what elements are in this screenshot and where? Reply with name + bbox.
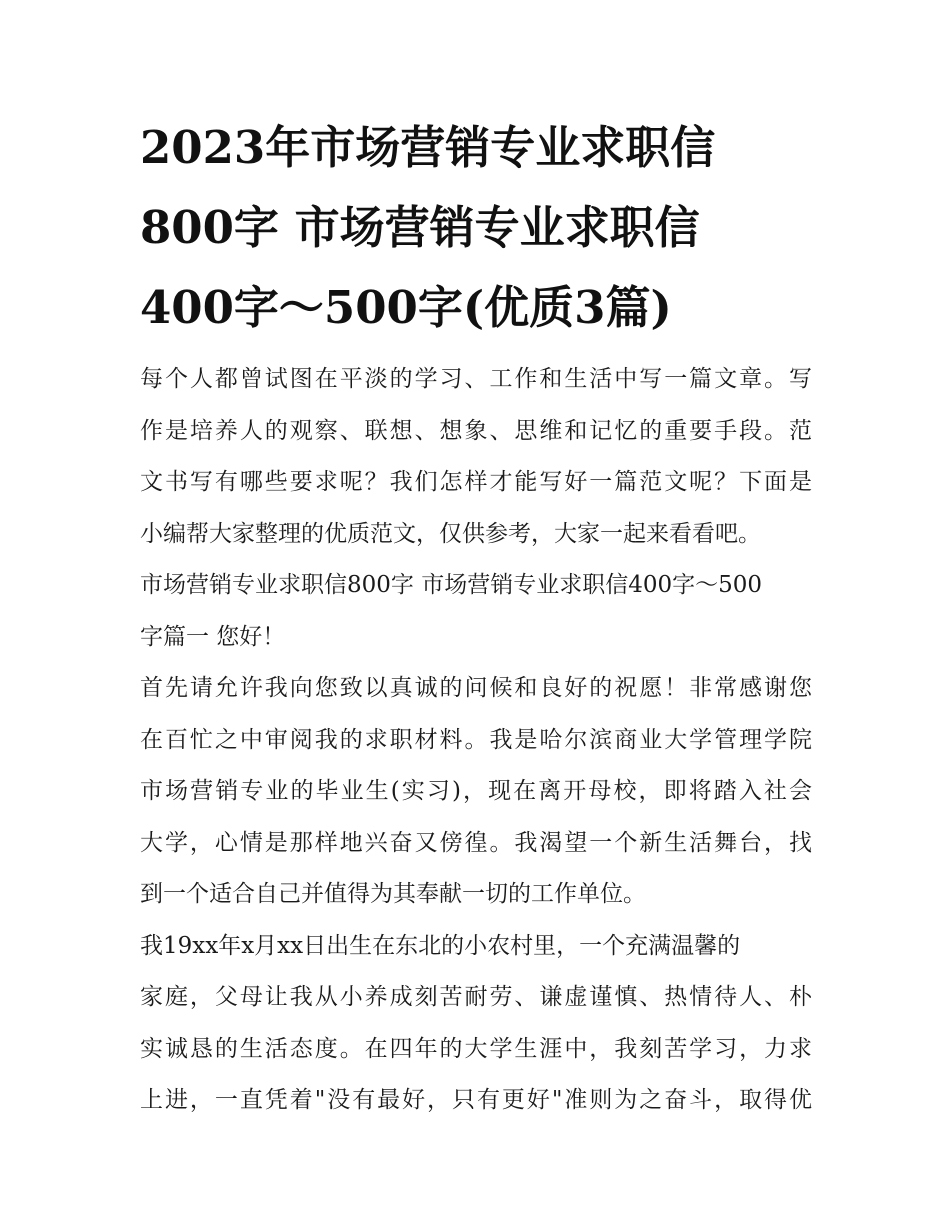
- text-line: 作是培养人的观察、联想、想象、思维和记忆的重要手段。范: [140, 417, 812, 444]
- paragraph-heading: [140, 560, 812, 663]
- text-line: 到一个适合自己并值得为其奉献一切的工作单位。: [140, 881, 646, 907]
- title-line: 2023年市场营销专业求职信: [140, 121, 716, 174]
- text-line: 上进，一直凭着"没有最好，只有更好"准则为之奋斗，取得优: [140, 1087, 812, 1113]
- document-title: [140, 108, 820, 348]
- title-line: 400字～500字(优质3篇): [140, 281, 672, 334]
- text-line: 我19xx年x月xx日出生在东北的小农村里，一个充满温馨的: [140, 932, 741, 959]
- text-line: 市场营销专业的毕业生(实习)，现在离开母校，即将踏入社会: [140, 778, 812, 804]
- text-line: 首先请允许我向您致以真诚的问候和良好的祝愿！非常感谢您: [140, 675, 812, 701]
- text-line: 在百忙之中审阅我的求职材料。我是哈尔滨商业大学管理学院: [140, 726, 812, 753]
- text-line: 字篇一 您好！: [140, 623, 286, 650]
- paragraph-background: [140, 921, 812, 1127]
- text-line: 小编帮大家整理的优质范文，仅供参考，大家一起来看看吧。: [140, 520, 761, 547]
- text-line: 实诚恳的生活态度。在四年的大学生涯中，我刻苦学习，力求: [140, 1035, 812, 1062]
- text-line: 家庭，父母让我从小养成刻苦耐劳、谦虚谨慎、热情待人、朴: [140, 984, 812, 1010]
- paragraph-greeting: [140, 663, 812, 921]
- text-line: 每个人都曾试图在平淡的学习、工作和生活中写一篇文章。写: [140, 366, 812, 392]
- document-body: [140, 354, 812, 1127]
- text-line: 大学，心情是那样地兴奋又傍徨。我渴望一个新生活舞台，找: [140, 829, 812, 856]
- text-line: 市场营销专业求职信800字 市场营销专业求职信400字～500: [140, 572, 763, 598]
- paragraph-intro: [140, 354, 812, 560]
- text-line: 文书写有哪些要求呢？我们怎样才能写好一篇范文呢？下面是: [140, 469, 812, 495]
- title-line: 800字 市场营销专业求职信: [140, 201, 700, 254]
